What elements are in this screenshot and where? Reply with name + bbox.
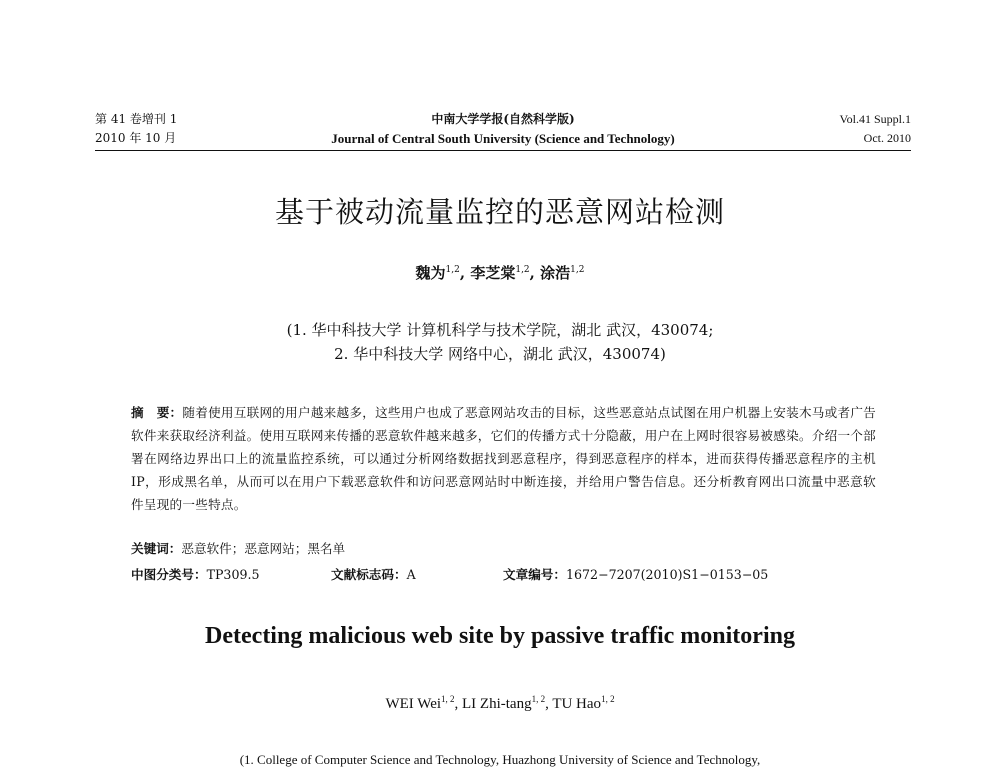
author-affiliation-mark: 1, 2: [531, 694, 546, 704]
author-affiliation-mark: 1,2: [570, 265, 585, 275]
author-affiliation-mark: 1,2: [445, 265, 460, 275]
clc-value: TP309.5: [206, 567, 260, 582]
publication-date-en: Oct. 2010: [863, 131, 911, 145]
author-affiliation-mark: 1,2: [515, 265, 530, 275]
journal-header: [95, 110, 911, 151]
abstract: [131, 401, 876, 516]
author-name-en: TU Hao: [552, 696, 602, 712]
author-name: 李芝棠: [470, 264, 516, 282]
paper-title-cn: 基于被动流量监控的恶意网站检测: [274, 195, 725, 229]
author-list-en: WEI Wei$^{1, 2}$, LI Zhi-tang$^{1, 2}$, TU Hao$^{1, 2}$: [385, 694, 615, 712]
author-name-en: LI Zhi-tang: [462, 696, 532, 712]
article-no-value: 1672−7207(2010)S1−0153−05: [565, 567, 769, 582]
doc-code-label: 文献标志码：: [331, 567, 407, 582]
author-affiliation-mark: 1, 2: [601, 694, 615, 704]
classification-line: [131, 564, 876, 583]
author-name: 魏为: [415, 264, 446, 282]
affiliations-cn: [0, 318, 1000, 366]
article-no-label: 文章编号：: [503, 567, 566, 582]
volume-info-en: [840, 110, 911, 148]
keywords: [131, 538, 345, 557]
affiliation-line: 2. 华中科技大学 网络中心，湖北 武汉，430074): [334, 345, 666, 363]
issue-info: [95, 110, 177, 148]
abstract-text: 随着使用互联网的用户越来越多，这些用户也成了恶意网站攻击的目标，这些恶意站点试图在用户机器上安装木马或者广告软件来获取经济利益。使用互联网来传播的恶意软件越来越多，它们的传播方式十分隐蔽，用户在上网时很容易被感染。介绍一个部署在网络边界出口上的流量监控系统，可以通过分析网络数据找到恶意程序，得到恶意程序的样本，进而获得传播恶意程序的主机 IP，形成黑名单，从而可以在用户下载恶意软件和访问恶意网站时中断连接，并给用户警告信息。还分析教育网出口流量中恶意软件呈现的一些特点。: [131, 405, 877, 512]
journal-name-cn: 中南大学学报(自然科学版): [431, 112, 575, 126]
affiliation-line: (1. 华中科技大学 计算机科学与技术学院，湖北 武汉，430074;: [286, 321, 714, 339]
keywords-label: 关键词：: [131, 541, 182, 556]
author-name-en: WEI Wei: [385, 696, 442, 712]
author-affiliation-mark: 1, 2: [441, 694, 455, 704]
volume-issue: 第 41 卷增刊 1: [95, 112, 178, 126]
volume-suppl: Vol.41 Suppl.1: [839, 112, 911, 126]
journal-name-en: Journal of Central South University (Science and Technology): [331, 131, 675, 146]
author-list-cn: 魏为$^{1,2}$, 李芝棠$^{1,2}$, 涂浩$^{1,2}$: [415, 264, 585, 282]
paper-title-en: Detecting malicious web site by passive traffic monitoring: [205, 623, 795, 649]
abstract-label: 摘 要：: [131, 405, 183, 420]
publication-date-cn: 2010 年 10 月: [95, 131, 177, 145]
author-name: 涂浩: [540, 264, 571, 282]
affiliation-en-partial: (1. College of Computer Science and Technology, Huazhong University of Science and Technology,: [239, 752, 761, 767]
keywords-text: 恶意软件；恶意网站；黑名单: [181, 541, 346, 556]
journal-name: [295, 110, 711, 148]
clc-label: 中图分类号：: [131, 567, 207, 582]
doc-code-value: A: [406, 567, 416, 582]
